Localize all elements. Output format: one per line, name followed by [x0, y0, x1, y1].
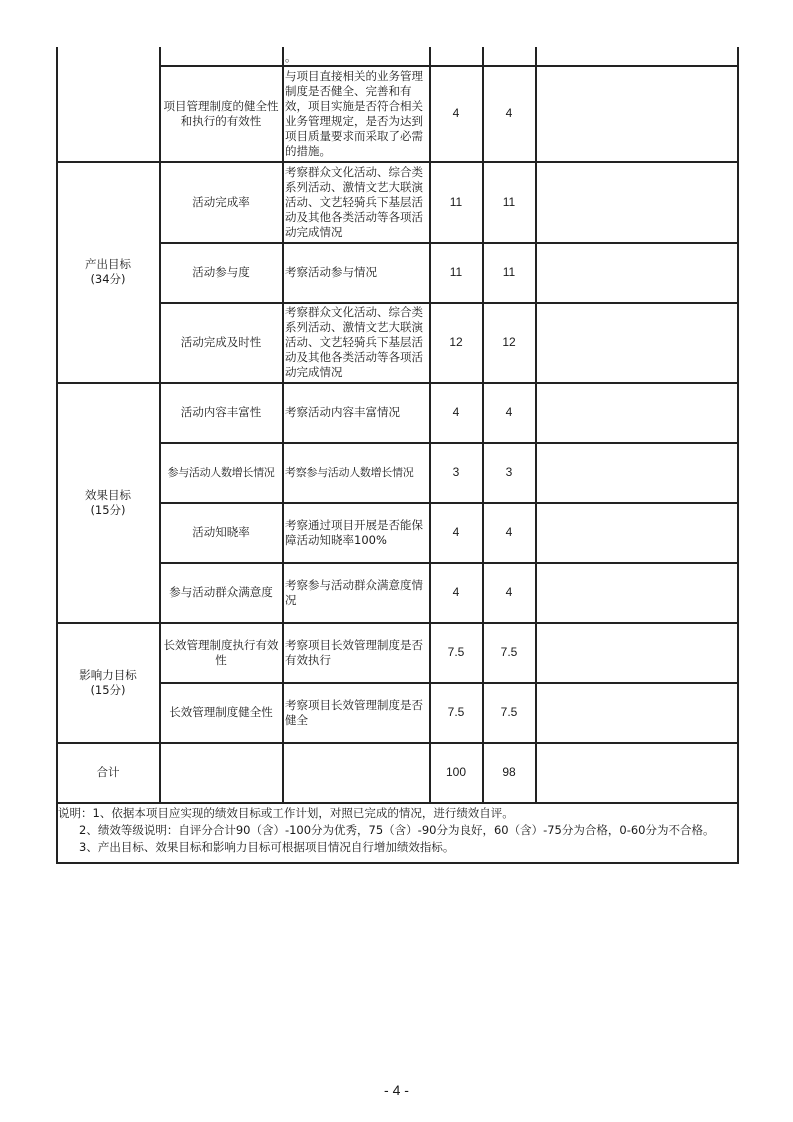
indicator-cell: 活动内容丰富性	[180, 405, 262, 419]
total-score: 98	[502, 765, 516, 779]
note-line: 说明：1、依据本项目应实现的绩效目标或工作计划，对照已完成的情况，进行绩效自评。	[58, 806, 514, 820]
score-cell: 12	[502, 335, 516, 349]
desc-cell: 考察活动内容丰富情况	[285, 405, 400, 419]
note-cell	[536, 303, 737, 382]
weight-cell: 12	[449, 335, 463, 349]
desc-cell: 考察项目长效管理制度是否健全	[285, 697, 423, 727]
category-cell-output	[57, 162, 159, 382]
category-points: (15分)	[90, 502, 126, 517]
indicator-cell: 活动参与度	[192, 265, 250, 279]
desc-cell: 考察群众文化活动、综合类系列活动、激情文艺大联演活动、文艺轻骑兵下基层活动及其他各类活动等各项活动完成情况	[285, 164, 423, 239]
category-label: 产出目标	[85, 257, 131, 271]
note-cell	[536, 383, 737, 442]
category-points: (15分)	[90, 682, 126, 697]
score-cell: 4	[505, 525, 513, 539]
indicator-cell: 项目管理制度的健全性和执行的有效性	[163, 98, 279, 128]
category-cell-influence	[57, 623, 159, 742]
indicator-cell: 长效管理制度执行有效性	[163, 637, 279, 667]
weight-cell: 4	[452, 106, 460, 120]
indicator-cell: 活动完成率	[192, 194, 250, 209]
table-border-right	[737, 47, 739, 863]
weight-cell: 4	[452, 405, 460, 419]
note-line: 3、产出目标、效果目标和影响力目标可根据项目情况自行增加绩效指标。	[79, 840, 455, 854]
weight-cell: 3	[452, 465, 460, 479]
total-label: 合计	[96, 765, 120, 779]
weight-cell: 7.5	[447, 645, 465, 659]
weight-cell: 11	[449, 265, 463, 279]
note-cell	[536, 503, 737, 562]
desc-cell: 与项目直接相关的业务管理制度是否健全、完善和有效，项目实施是否符合相关业务管理规定，是否为达到项目质量要求而采取了必需的措施。	[285, 68, 423, 158]
desc-cell: 考察通过项目开展是否能保障活动知晓率100%	[285, 517, 423, 547]
desc-cell: 考察群众文化活动、综合类系列活动、激情文艺大联演活动、文艺轻骑兵下基层活动及其他各类活动等各项活动完成情况	[285, 305, 423, 379]
score-cell: 4	[505, 585, 513, 599]
weight-cell: 7.5	[447, 705, 465, 719]
desc-cell: 考察参与活动群众满意度情况	[285, 577, 423, 607]
page-number: - 4 -	[384, 1082, 409, 1098]
category-points: (34分)	[90, 272, 126, 286]
indicator-cell: 参与活动人数增长情况	[167, 466, 275, 479]
score-cell: 3	[505, 465, 513, 479]
notes-section	[56, 802, 738, 856]
weight-cell: 4	[452, 585, 460, 599]
weight-cell: 11	[449, 194, 463, 209]
weight-cell: 4	[452, 525, 460, 539]
note-cell	[536, 66, 737, 161]
score-cell: 7.5	[500, 645, 518, 659]
score-cell: 4	[505, 106, 513, 120]
desc-cell-fragment: 。	[285, 49, 297, 64]
category-label: 影响力目标	[79, 667, 137, 682]
note-cell	[536, 243, 737, 302]
indicator-cell: 参与活动群众满意度	[169, 585, 273, 599]
note-cell	[536, 623, 737, 682]
category-label: 效果目标	[85, 487, 131, 502]
indicator-cell: 活动完成及时性	[180, 335, 262, 349]
note-line: 2、绩效等级说明：自评分合计90（含）-100分为优秀，75（含）-90分为良好，60（含）-75分为合格，0-60分为不合格。	[79, 823, 715, 837]
desc-cell: 考察活动参与情况	[285, 265, 377, 279]
note-cell	[536, 683, 737, 742]
category-cell-effect	[57, 383, 159, 622]
desc-cell: 考察项目长效管理制度是否有效执行	[285, 637, 423, 667]
table-border-bottom	[56, 862, 739, 864]
score-cell: 7.5	[500, 705, 518, 719]
desc-cell: 考察参与活动人数增长情况	[285, 466, 414, 479]
total-weight: 100	[445, 765, 467, 779]
score-cell: 11	[502, 265, 516, 279]
note-cell	[536, 563, 737, 622]
score-cell: 11	[502, 194, 516, 209]
note-cell	[536, 162, 737, 242]
indicator-cell: 长效管理制度健全性	[169, 705, 273, 719]
indicator-cell: 活动知晓率	[192, 525, 250, 539]
note-cell	[536, 443, 737, 502]
score-cell: 4	[505, 405, 513, 419]
